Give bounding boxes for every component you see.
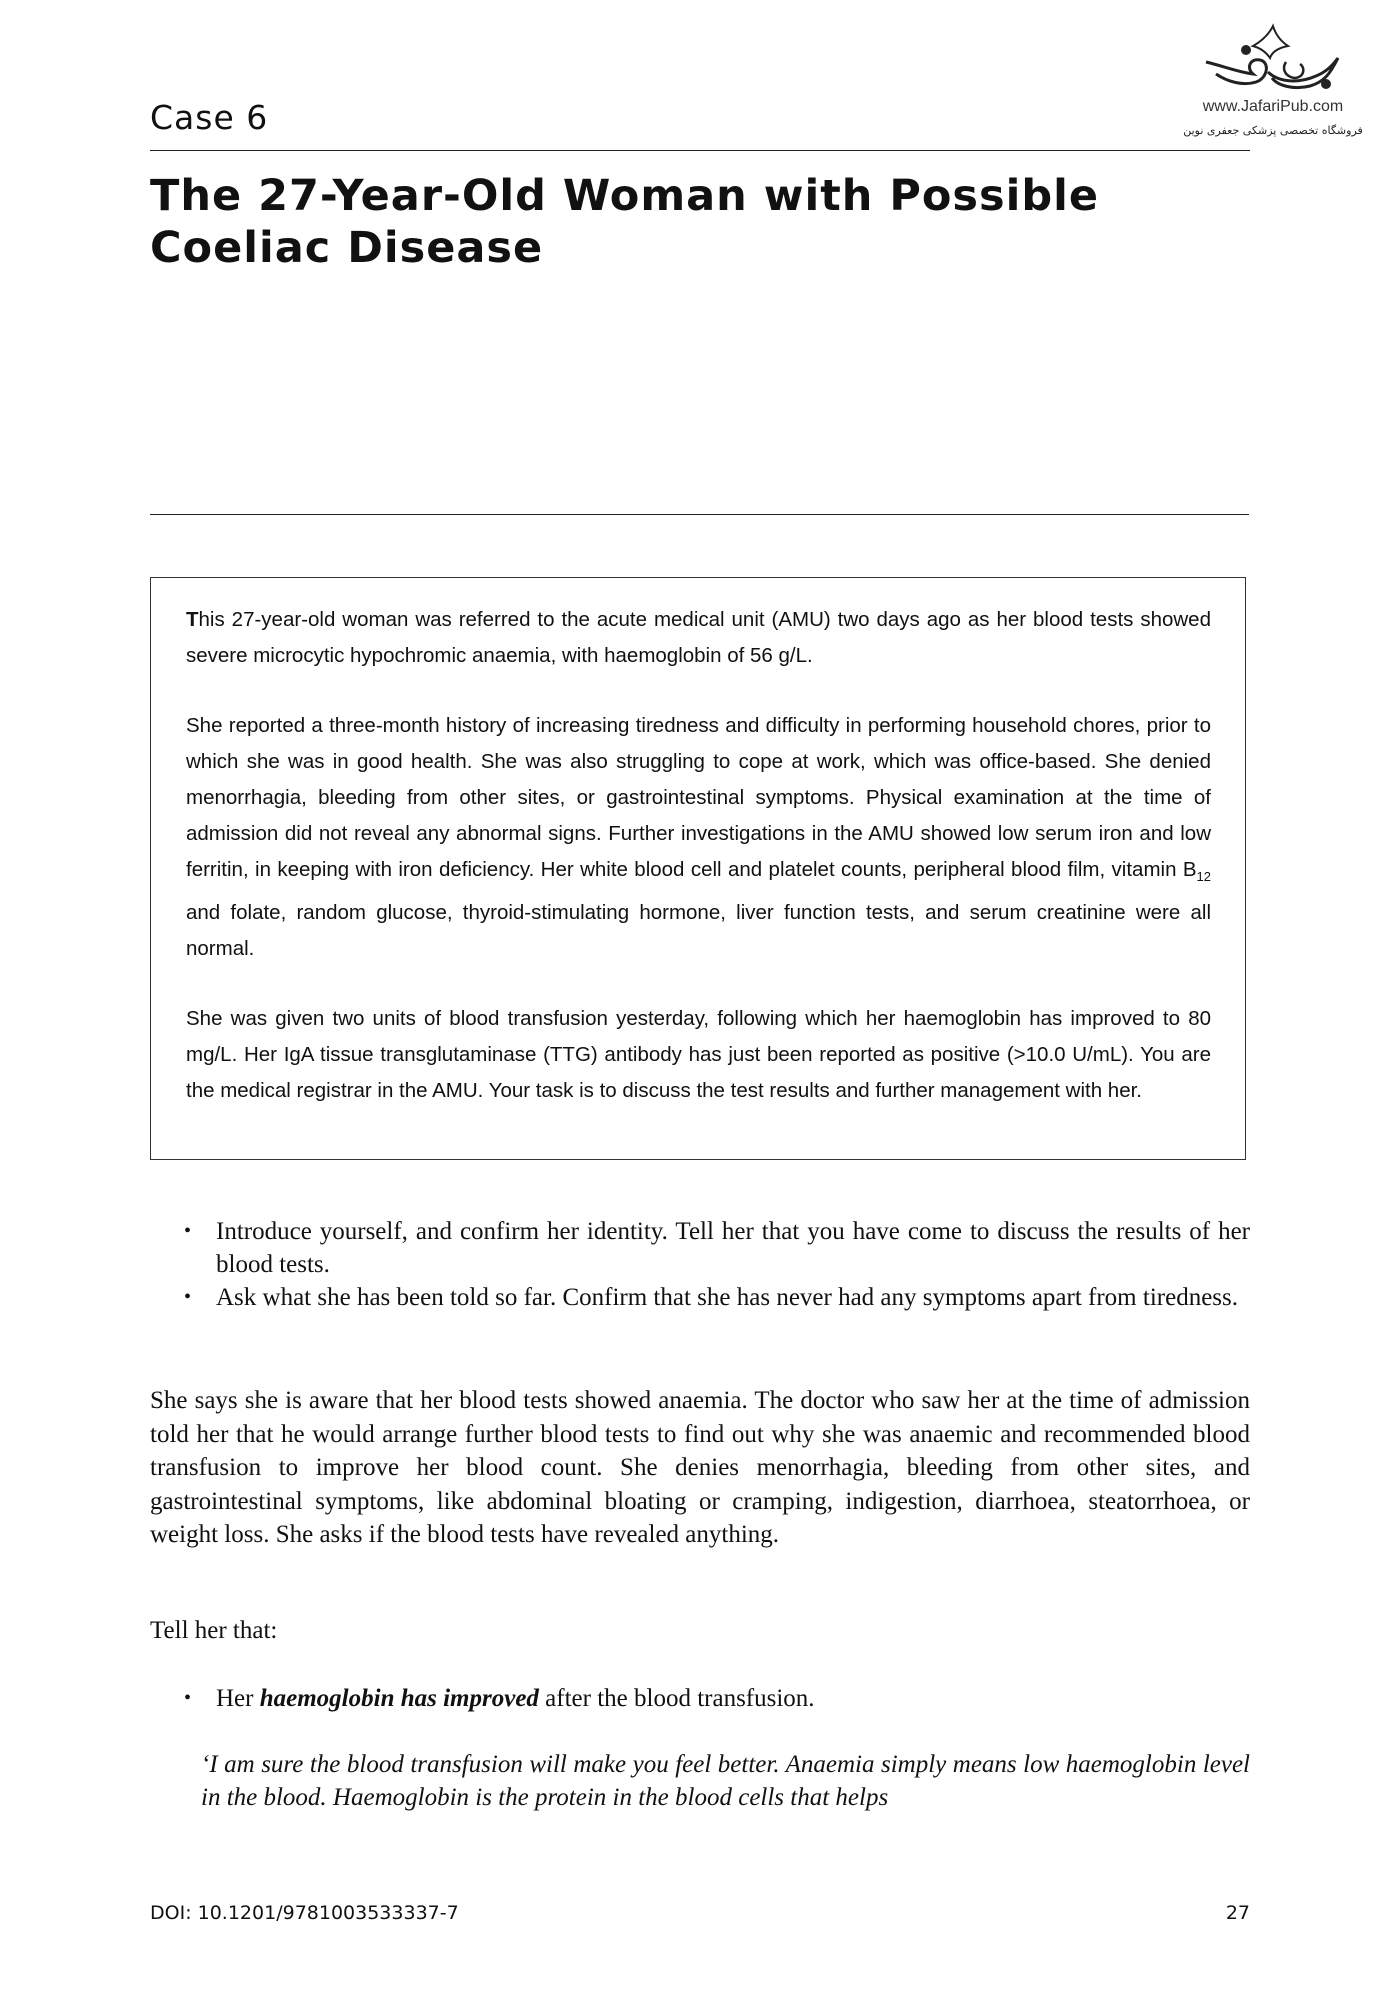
page-number: 27 bbox=[1225, 1902, 1250, 1924]
instruction-list bbox=[182, 1215, 1250, 1314]
scenario-paragraph: This 27-year-old woman was referred to the acute medical unit (AMU) two days ago as her blood tests showed severe microcytic hypochromic anaemia, with haemoglobin of 56 g/L. bbox=[186, 608, 1211, 667]
list-item: • Her haemoglobin has improved after the blood transfusion. bbox=[182, 1682, 1250, 1715]
bullet-icon: • bbox=[184, 1220, 192, 1242]
title-divider bbox=[150, 514, 1249, 515]
scenario-dropcap: T bbox=[186, 608, 199, 631]
header-divider bbox=[150, 150, 1250, 151]
publisher-tagline: فروشگاه تخصصی پزشکی جعفری نوین bbox=[1183, 124, 1363, 137]
calligraphy-logo-icon bbox=[1198, 22, 1348, 102]
emphasis-text: haemoglobin has improved bbox=[259, 1685, 539, 1712]
body-paragraph: She says she is aware that her blood tests showed anaemia. The doctor who saw her at the time of admission told her that he would arrange further blood tests to find out why she was anaemic and recommended blood transfusion to improve her blood count. She denies menorrhagia, bleeding from other sites, and gastrointestinal symptoms, like abdominal bloating or cramping, indigestion, diarrhoea, steatorrhoea, or weight loss. She asks if the blood tests have revealed anything. bbox=[150, 1387, 1250, 1548]
bullet-icon: • bbox=[184, 1286, 192, 1308]
bullet-icon: • bbox=[184, 1687, 192, 1709]
case-label: Case 6 bbox=[150, 98, 269, 137]
page-title: The 27-Year-Old Woman with Possible Coeliac Disease bbox=[150, 171, 1100, 273]
list-item: • Ask what she has been told so far. Confirm that she has never had any symptoms apart from tiredness. bbox=[182, 1281, 1250, 1314]
subscript: 12 bbox=[1196, 869, 1211, 884]
doi-footer: DOI: 10.1201/9781003533337-7 bbox=[150, 1902, 459, 1924]
case-scenario-box bbox=[150, 577, 1246, 1160]
key-point-list bbox=[182, 1682, 1250, 1715]
publisher-watermark bbox=[1168, 22, 1378, 142]
body-paragraph: Tell her that: bbox=[150, 1617, 278, 1644]
list-item: • Introduce yourself, and confirm her identity. Tell her that you have come to discuss the results of her blood tests. bbox=[182, 1215, 1250, 1281]
scenario-paragraph: She reported a three-month history of increasing tiredness and difficulty in performing household chores, prior to which she was in good health. She was also struggling to cope at work, which was office-based. She denied menorrhagia, bleeding from other sites, or gastrointestinal symptoms. Physical examination at the time of admission did not reveal any abnormal signs. Further investigations in the AMU showed low serum iron and low ferritin, in keeping with iron deficiency. Her white blood cell and platelet counts, peripheral blood film, vitamin $B_{12}$ and folate, random glucose, thyroid-stimulating hormone, liver function tests, and serum creatinine were all normal. bbox=[186, 714, 1211, 960]
publisher-url: www.JafariPub.com bbox=[1202, 98, 1344, 115]
dialogue-quote: ‘I am sure the blood transfusion will make you feel better. Anaemia simply means low haemoglobin level in the blood. Haemoglobin is the protein in the blood cells that helps bbox=[201, 1751, 1250, 1811]
scenario-paragraph: She was given two units of blood transfusion yesterday, following which her haemoglobin has improved to 80 mg/L. Her IgA tissue transglutaminase (TTG) antibody has just been reported as positive (>10.0 U/mL). You are the medical registrar in the AMU. Your task is to discuss the test results and further management with her. bbox=[186, 1007, 1211, 1102]
